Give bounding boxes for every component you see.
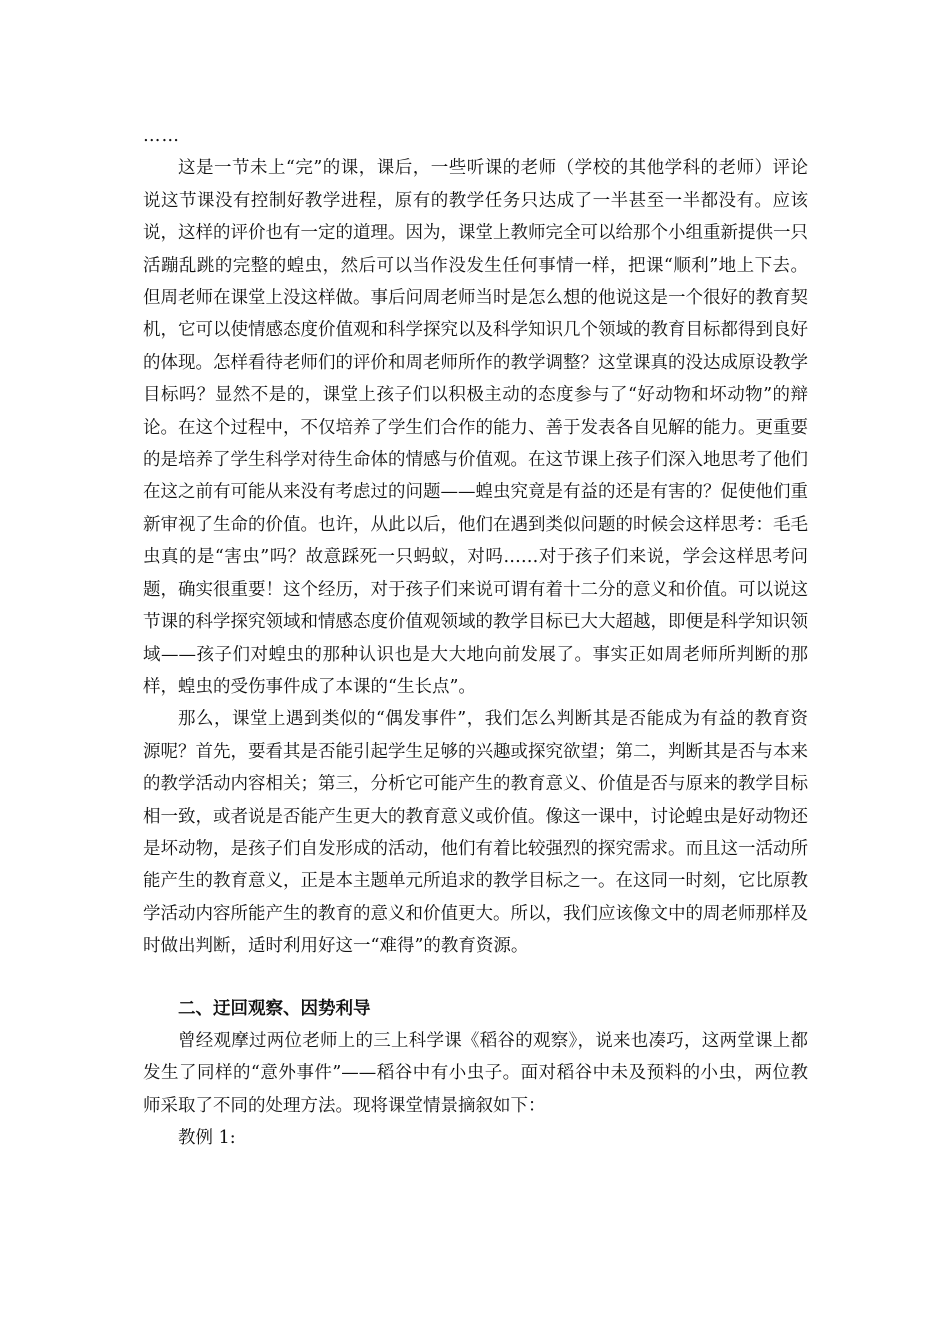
document-body: [143, 120, 808, 1155]
paragraph-judgement: 那么，课堂上遇到类似的“偶发事件”，我们怎么判断其是否能成为有益的教育资源呢？首先，要看其是否能引起学生足够的兴趣或探究欲望；第二，判断其是否与本来的教学活动内容相关；第三，分析它可能产生的教育意义、价值是否与原来的教学目标相一致，或者说是否能产生更大的教育意义或价值。像这一课中，讨论蝗虫是好动物还是坏动物，是孩子们自发形成的活动，他们有着比较强烈的探究需求。而且这一活动所能产生的教育意义，正是本主题单元所追求的教学目标之一。在这同一时刻，它比原教学活动内容所能产生的教育的意义和价值更大。所以，我们应该像文中的周老师那样及时做出判断，适时利用好这一“难得”的教育资源。: [143, 709, 808, 957]
section-spacer: [143, 963, 808, 993]
leading-ellipsis: ……: [143, 126, 180, 146]
example-label: 教例 1:: [178, 1128, 236, 1149]
section-heading: 二、迂回观察、因势利导: [178, 998, 371, 1019]
paragraph-section-intro: 曾经观摩过两位老师上的三上科学课《稻谷的观察》，说来也凑巧，这两堂课上都发生了同样的“意外事件”——稻谷中有小虫子。面对稻谷中未及预料的小虫，两位教师采取了不同的处理方法。现将课堂情景摘叙如下：: [143, 1030, 808, 1116]
paragraph-analysis: 这是一节未上“完”的课，课后，一些听课的老师（学校的其他学科的老师）评论说这节课没有控制好教学进程，原有的教学任务只达成了一半甚至一半都没有。应该说，这样的评价也有一定的道理。因为，课堂上教师完全可以给那个小组重新提供一只活蹦乱跳的完整的蝗虫，然后可以当作没发生任何事情一样，把课“顺利”地上下去。但周老师在课堂上没这样做。事后问周老师当时是怎么想的他说这是一个很好的教育契机，它可以使情感态度价值观和科学探究以及科学知识几个领域的教育目标都得到良好的体现。怎样看待老师们的评价和周老师所作的教学调整？这堂课真的没达成原设教学目标吗？显然不是的，课堂上孩子们以积极主动的态度参与了“好动物和坏动物”的辩论。在这个过程中，不仅培养了学生们合作的能力、善于发表各自见解的能力。更重要的是培养了学生科学对待生命体的情感与价值观。在这节课上孩子们深入地思考了他们在这之前有可能从来没有考虑过的问题——蝗虫究竟是有益的还是有害的？促使他们重新审视了生命的价值。也许，从此以后，他们在遇到类似问题的时候会这样思考：毛毛虫真的是“害虫”吗？故意踩死一只蚂蚁，对吗……对于孩子们来说，学会这样思考问题，确实很重要！这个经历，对于孩子们来说可谓有着十二分的意义和价值。可以说这节课的科学探究领域和情感态度价值观领域的教学目标已大大超越，即便是科学知识领域——孩子们对蝗虫的那种认识也是大大地向前发展了。事实正如周老师所判断的那样，蝗虫的受伤事件成了本课的“生长点”。: [143, 158, 808, 697]
